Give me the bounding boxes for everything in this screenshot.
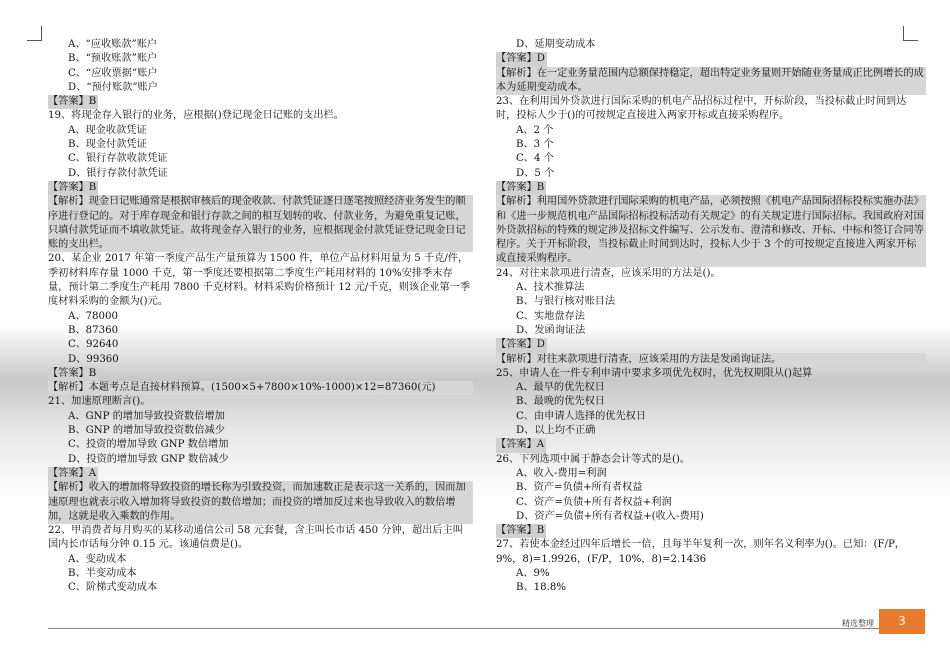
option-text: B、半变动成本	[68, 567, 137, 579]
option-text: A、收入-费用=利润	[516, 467, 607, 479]
option-text: B、3 个	[516, 139, 554, 151]
left-column	[48, 38, 473, 596]
option-text: B、“预收账款”账户	[68, 53, 158, 65]
option-text: D、银行存款付款凭证	[68, 167, 168, 179]
footer-rule	[48, 628, 883, 629]
explanation-text: 【解析】对往来款项进行清查，应该采用的方法是发函询证法。	[496, 353, 926, 367]
option-text: B、资产=负债+所有者权益	[516, 482, 643, 494]
explanation-text: 【解析】本题考点是直接材料预算。(1500×5+7800×10%-1000)×12=87360(元)	[48, 381, 473, 395]
answer-line	[496, 181, 926, 195]
explanation-text: 【解析】收入的增加将导致投资的增长称为引致投资，而加速数正是表示这一关系的，因而加速原理也就表示收入增加将导致投资的数倍增加；而投资的增加反过来也导致收入的数倍增加，这就是收入乘数的作用。	[48, 481, 473, 524]
question-text: 21、加速原理断言()。	[48, 396, 151, 408]
answer-text: 【答案】A	[496, 438, 546, 452]
option-text: A、78000	[68, 310, 118, 322]
option-text: C、92640	[68, 339, 119, 351]
question-text: 25、申请人在一件专利申请中要求多项优先权时，优先权期限从()起算	[496, 367, 813, 379]
answer-line	[496, 52, 926, 66]
answer-text: 【答案】B	[48, 95, 98, 109]
answer-text: 【答案】D	[496, 52, 547, 66]
answer-text: 【答案】B	[496, 524, 546, 538]
answer-line	[48, 95, 473, 109]
right-column	[496, 38, 926, 596]
option-text: A、9%	[516, 567, 550, 579]
answer-text: 【答案】A	[48, 467, 98, 481]
option-text: D、5 个	[516, 167, 555, 179]
option-text: C、“应收票据”账户	[68, 67, 158, 79]
option-text: A、现金收款凭证	[68, 124, 147, 136]
option-text: D、发函询证法	[516, 324, 586, 336]
question-text: 20、某企业 2017 年第一季度产品生产量预算为 1500 件，单位产品材料用量为 5 千克/件，季初材料库存量 1000 千克，第一季度还要根据第二季度生产耗用材料的 10%安排季末存量，预计第二季度生产耗用 7800 千克材料。材料采购价格预计 12 元/千克，则该企业第一季度材料采购的金额为()元。	[48, 253, 471, 308]
answer-text: 【答案】B	[48, 367, 98, 381]
answer-line	[496, 524, 926, 538]
option-text: A、2 个	[516, 124, 554, 136]
explanation-text: 【解析】利用国外贷款进行国际采购的机电产品，必须按照《机电产品国际招标投标实施办法》和《进一步规范机电产品国际招标投标活动有关规定》的有关规定进行国际招标。我国政府对国外贷款招标的特殊的规定涉及招标文件编写、公示发布、澄清和修改、开标、中标和签订合同等程序。关于开标阶段，当投标截止时间到达时，投标人少于 3 个的可按规定直接进入两家开标或直接采购程序。	[496, 195, 926, 266]
option-text: B、87360	[68, 324, 119, 336]
question-text: 19、将现金存入银行的业务，应根据()登记现金日记账的支出栏。	[48, 110, 344, 122]
answer-line	[496, 438, 926, 452]
explanation-text: 【解析】在一定业务量范围内总额保持稳定，超出特定业务量则开始随业务量成正比例增长的成本为延期变动成本。	[496, 67, 926, 96]
option-text: A、技术推算法	[516, 282, 585, 294]
answer-text: 【答案】B	[48, 181, 98, 195]
crop-mark-top-left	[27, 26, 42, 41]
answer-line	[48, 181, 473, 195]
option-text: C、投资的增加导致 GNP 数倍增加	[68, 439, 229, 451]
question-text: 26、下列选项中属于静态会计等式的是()。	[496, 453, 691, 465]
footer-label: 精选整理	[842, 619, 874, 628]
option-text: C、实地盘存法	[516, 310, 585, 322]
explanation-text: 【解析】现金日记账通常是根据审核后的现金收款、付款凭证逐日逐笔按照经济业务发生的顺序进行登记的。对于库存现金和银行存款之间的相互划转的收、付款业务，为避免重复记账，只填付款凭证而不填收款凭证。故将现金存入银行的业务，应根据现金付款凭证登记现金日记账的支出栏。	[48, 195, 473, 252]
option-text: A、变动成本	[68, 553, 127, 565]
question-text: 22、甲消费者每月购买的某移动通信公司 58 元套餐，含主叫长市话 450 分钟，超出后主叫国内长市话每分钟 0.15 元。该通信费是()。	[48, 525, 463, 551]
option-text: B、现金付款凭证	[68, 139, 147, 151]
answer-line	[48, 367, 473, 381]
answer-line	[48, 467, 473, 481]
option-text: D、投资的增加导致 GNP 数倍减少	[68, 453, 229, 465]
page-number: 3	[879, 609, 925, 634]
option-text: D、99360	[68, 353, 119, 365]
question-text: 23、在利用国外贷款进行国际采购的机电产品招标过程中，开标阶段，当投标截止时间到达时，投标人少于()的可按规定直接进入两家开标或直接采购程序。	[496, 96, 907, 122]
option-text: D、“预付账款”账户	[68, 81, 158, 93]
answer-text: 【答案】D	[496, 338, 547, 352]
question-text: 24、对往来款项进行清查，应该采用的方法是()。	[496, 267, 721, 279]
option-text: D、以上均不正确	[516, 425, 596, 437]
answer-text: 【答案】B	[496, 181, 546, 195]
option-text: C、资产=负债+所有者权益+利润	[516, 496, 672, 508]
option-text: B、GNP 的增加导致投资数倍减少	[68, 425, 225, 437]
question-text: 27、若使本金经过四年后增长一倍，且每半年复利一次，则年名义利率为()。已知：(F/P，9%，8)=1.9926，(F/P，10%，8)=2.1436	[496, 539, 905, 565]
option-text: A、最早的优先权日	[516, 382, 605, 394]
option-text: A、“应收账款”账户	[68, 39, 158, 50]
option-text: C、4 个	[516, 153, 554, 165]
option-text: B、与银行核对账目法	[516, 296, 616, 308]
answer-line	[496, 338, 926, 352]
option-text: B、最晚的优先权日	[516, 396, 605, 408]
option-text: C、由申请人选择的优先权日	[516, 410, 647, 422]
option-text: D、延期变动成本	[516, 39, 596, 50]
option-text: C、银行存款收款凭证	[68, 153, 168, 165]
option-text: B、18.8%	[516, 582, 567, 594]
option-text: A、GNP 的增加导致投资数倍增加	[68, 410, 225, 422]
option-text: D、资产=负债+所有者权益+(收入-费用)	[516, 510, 704, 522]
option-text: C、阶梯式变动成本	[68, 582, 158, 594]
